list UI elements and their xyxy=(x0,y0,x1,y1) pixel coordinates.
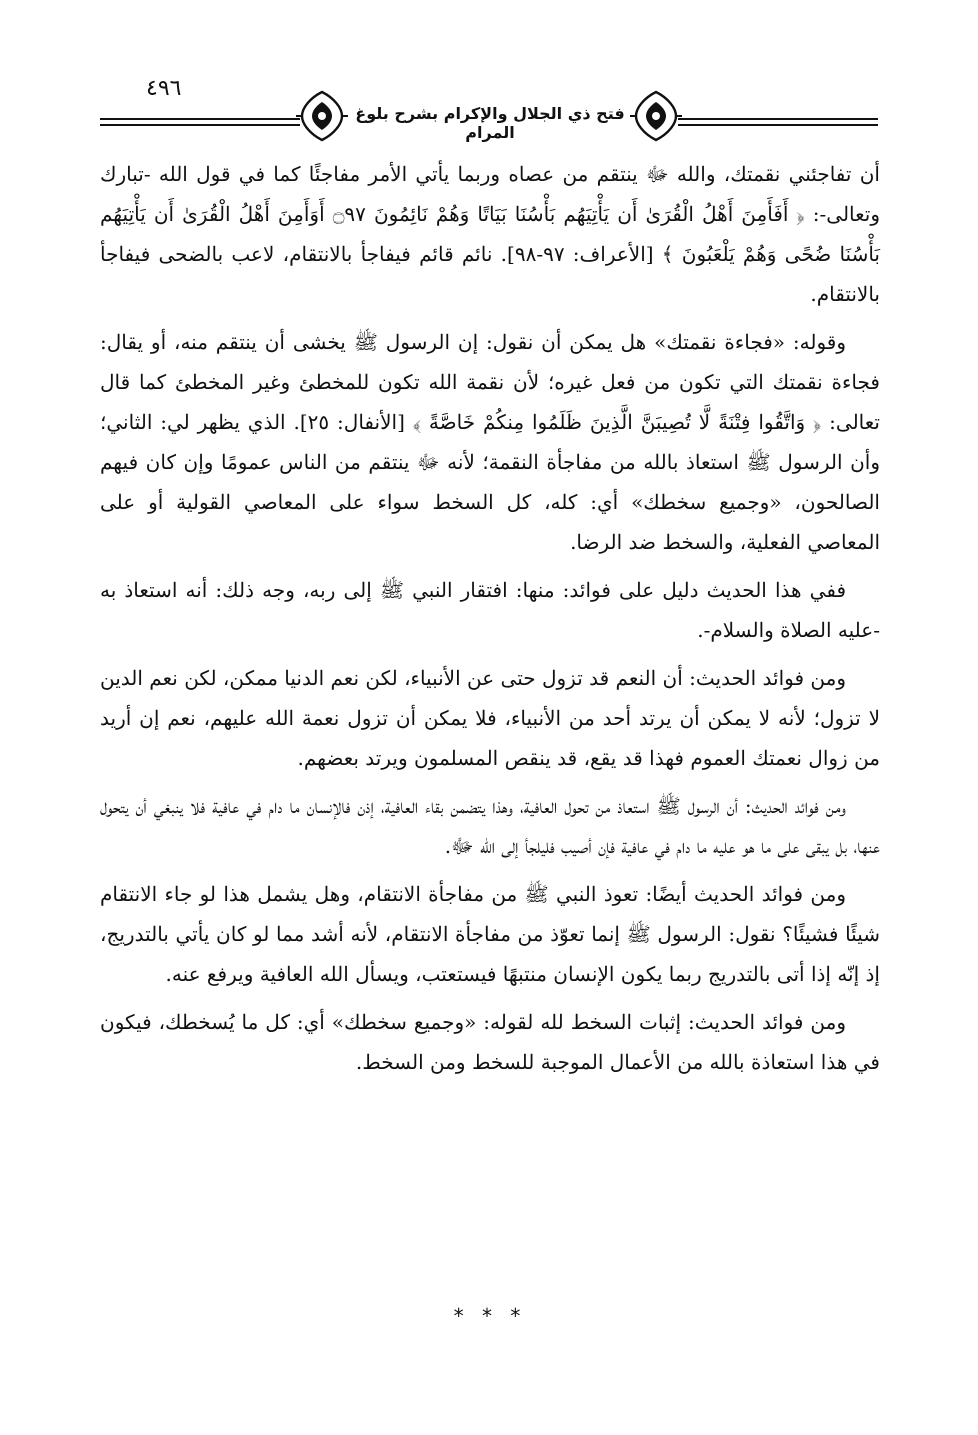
header-ornament-right-icon xyxy=(630,88,682,144)
paragraph: ففي هذا الحديث دليل على فوائد: منها: افتقار النبي ﷺ إلى ربه، وجه ذلك: أنه استعاذ به -عليه الصلاة والسلام-. xyxy=(100,578,880,642)
paragraph: ومن فوائد الحديث أيضًا: تعوذ النبي ﷺ من مفاجأة الانتقام، وهل يشمل هذا لو جاء الانتقام شيئًا فشيئًا؟ نقول: الرسول ﷺ إنما تعوّذ من مفاجأة الانتقام، لأنه أشد مما لو كان يأتي بالتدريج، إذ إنّه إذا أتى بالتدريج ربما يكون الإنسان منتبهًا فيستعتب، ويسأل الله العافية ويرفع عنه. xyxy=(100,882,880,986)
paragraph: وقوله: «فجاءة نقمتك» هل يمكن أن نقول: إن الرسول ﷺ يخشى أن ينتقم منه، أو يقال: فجاءة نقمتك التي تكون من فعل غيره؛ لأن نقمة الله تكون للمخطئ وغير المخطئ كما قال تعالى: ﴿ وَاتَّقُوا فِتْنَةً لَّا تُصِيبَنَّ الَّذِينَ ظَلَمُوا مِنكُمْ خَاصَّةً ﴾ [الأنفال: ٢٥]. الذي يظهر لي: الثاني؛ وأن الرسول ﷺ استعاذ بالله من مفاجأة النقمة؛ لأنه ﷻ ينتقم من الناس عمومًا وإن كان فيهم الصالحون، «وجميع سخطك» أي: كله، كل السخط سواء على المعاصي القولية أو على المعاصي الفعلية، والسخط ضد الرضا. xyxy=(100,330,880,554)
paragraph: ومن فوائد الحديث: إثبات السخط لله لقوله: «وجميع سخطك» أي: كل ما يُسخطك، فيكون في هذا استعاذة بالله من الأعمال الموجبة للسخط ومن السخط. xyxy=(100,1010,880,1074)
page-number: ٤٩٦ xyxy=(146,76,182,101)
paragraph: ومن فوائد الحديث: أن الرسول ﷺ استعاذ من تحول العافية، وهذا يتضمن بقاء العافية، إذن فالإنسان ما دام في عافية فلا ينبغي أن يتحول عنها، بل يبقى على ما هو عليه ما دام في عافية فإن أصيب فليلجأ إلى الله ﷻ. xyxy=(100,794,880,858)
paragraph: ومن فوائد الحديث: أن النعم قد تزول حتى عن الأنبياء، لكن نعم الدنيا ممكن، لكن نعم الدين لا تزول؛ لأنه لا يمكن أن يرتد أحد من الأنبياء، فلا يمكن أن تزول نعمة الله عليهم، نعم إن أريد من زوال نعمتك العموم فهذا قد يقع، قد ينقص المسلمون ويرتد بعضهم. xyxy=(100,666,880,770)
header-ornament-left-icon xyxy=(296,88,348,144)
running-title: فتح ذي الجلال والإكرام بشرح بلوغ المرام xyxy=(355,104,625,142)
section-separator: * * * xyxy=(453,1304,527,1328)
paragraph: أن تفاجئني نقمتك، والله ﷻ ينتقم من عصاه وربما يأتي الأمر مفاجئًا كما في قول الله -تبارك وتعالى-: ﴿ أَفَأَمِنَ أَهْلُ الْقُرَىٰ أَن يَأْتِيَهُم بَأْسُنَا بَيَاتًا وَهُمْ نَائِمُونَ ۝٩٧ أَوَأَمِنَ أَهْلُ الْقُرَىٰ أَن يَأْتِيَهُم بَأْسُنَا ضُحًى وَهُمْ يَلْعَبُونَ ﴾ [الأعراف: ٩٧-٩٨]. نائم قائم فيفاجأ بالانتقام، لاعب بالضحى فيفاجأ بالانتقام. xyxy=(100,162,881,306)
body-text xyxy=(100,154,880,1090)
